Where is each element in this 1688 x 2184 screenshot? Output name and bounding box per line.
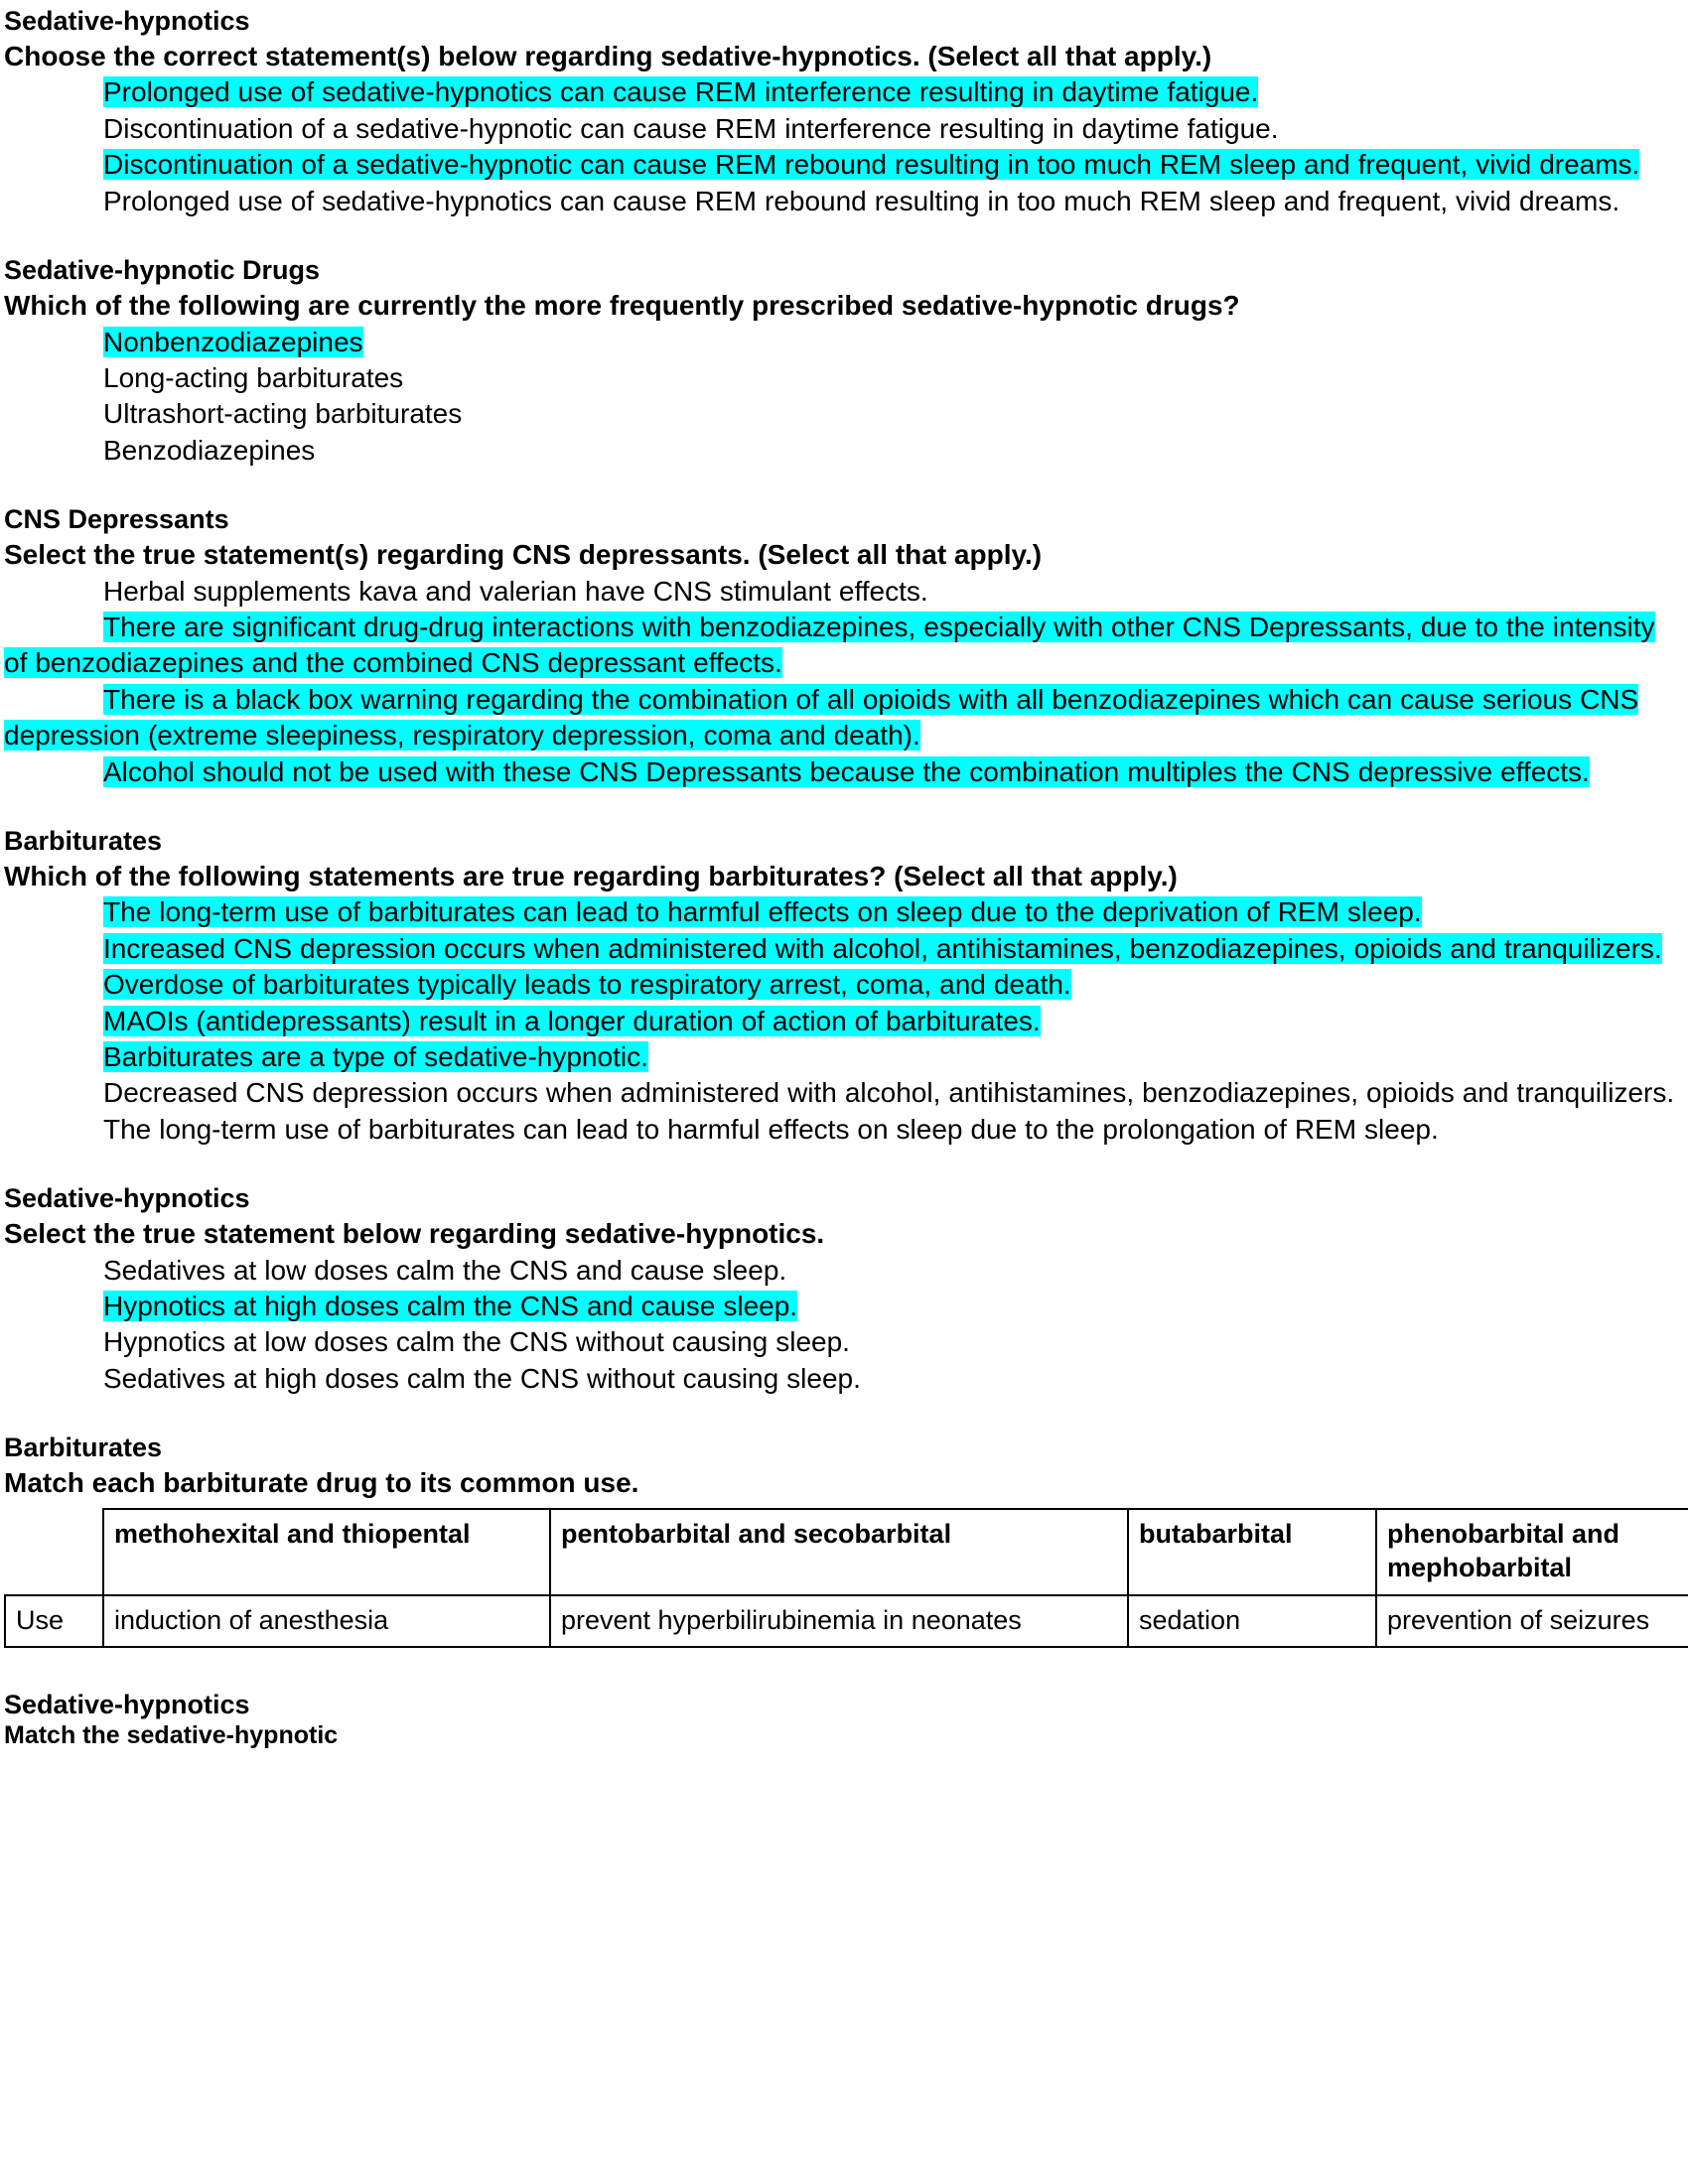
option-list: [4, 1253, 1678, 1398]
question-block: [4, 253, 1678, 469]
option-text: Overdose of barbiturates typically leads to respiratory arrest, coma, and death.: [103, 969, 1071, 1001]
option-text: Prolonged use of sedative-hypnotics can cause REM rebound resulting in too much REM sleep and frequent, vivid dreams.: [103, 185, 1620, 216]
option-item[interactable]: [4, 1112, 1678, 1148]
question-prompt: Select the true statement(s) regarding CNS depressants. (Select all that apply.): [4, 539, 1043, 571]
option-text: Sedatives at low doses calm the CNS and cause sleep.: [103, 1254, 787, 1286]
option-text: There is a black box warning regarding the combination of all opioids with all benzodiazepines which can cause serious CNS depression (extreme sleepiness, respiratory depression, coma and death).: [4, 683, 1639, 751]
option-text: Decreased CNS depression occurs when administered with alcohol, antihistamines, benzodiazepines, opioids and tranquilizers.: [103, 1077, 1675, 1109]
question-prompt: Select the true statement below regarding sedative-hypnotics.: [4, 1218, 825, 1250]
table-row: [5, 1595, 1688, 1648]
option-item[interactable]: [4, 1075, 1678, 1111]
question-prompt: Which of the following are currently the more frequently prescribed sedative-hypnotic drugs?: [4, 290, 1240, 322]
option-item[interactable]: [4, 1324, 1678, 1360]
option-item[interactable]: [4, 1361, 1678, 1397]
option-text: Herbal supplements kava and valerian have CNS stimulant effects.: [103, 575, 928, 607]
option-text: MAOIs (antidepressants) result in a longer duration of action of barbiturates.: [103, 1005, 1041, 1036]
option-item[interactable]: [4, 1004, 1678, 1039]
option-text: Sedatives at high doses calm the CNS without causing sleep.: [103, 1362, 861, 1394]
question-block: [4, 824, 1678, 1148]
matching-title: Barbiturates: [4, 1433, 163, 1463]
option-item[interactable]: [4, 360, 1678, 396]
table-header-cell: phenobarbital and mephobarbital: [1376, 1509, 1688, 1595]
option-text: Barbiturates are a type of sedative-hypnotic.: [103, 1040, 648, 1072]
option-item[interactable]: [4, 396, 1678, 432]
option-text: Discontinuation of a sedative-hypnotic can cause REM interference resulting in daytime fatigue.: [103, 112, 1279, 144]
option-item[interactable]: [4, 147, 1678, 183]
question-prompt: Which of the following statements are true regarding barbiturates? (Select all that apply.): [4, 861, 1178, 892]
option-item[interactable]: [4, 1253, 1678, 1289]
question-title: Sedative-hypnotics: [4, 1183, 250, 1214]
option-text: The long-term use of barbiturates can lead to harmful effects on sleep due to the prolongation of REM sleep.: [103, 1113, 1439, 1145]
question-title: Sedative-hypnotics: [4, 6, 250, 36]
option-text: Alcohol should not be used with these CNS Depressants because the combination multiples the CNS depressive effects.: [103, 755, 1590, 787]
table-cell[interactable]: prevent hyperbilirubinemia in neonates: [550, 1595, 1128, 1648]
option-item[interactable]: [4, 682, 1678, 754]
option-text: The long-term use of barbiturates can lead to harmful effects on sleep due to the deprivation of REM sleep.: [103, 896, 1422, 928]
question-title: Sedative-hypnotic Drugs: [4, 255, 321, 286]
question-block: [4, 502, 1678, 790]
option-text: Hypnotics at low doses calm the CNS without causing sleep.: [103, 1326, 850, 1358]
option-item[interactable]: [4, 1039, 1678, 1075]
tail-prompt: Match the sedative-hypnotic: [4, 1721, 339, 1750]
block-spacer: [4, 1397, 1678, 1431]
option-list: [4, 574, 1678, 790]
option-text: Hypnotics at high doses calm the CNS and cause sleep.: [103, 1291, 798, 1322]
table-header-cell: butabarbital: [1128, 1509, 1376, 1595]
option-text: Nonbenzodiazepines: [103, 326, 363, 357]
option-text: Discontinuation of a sedative-hypnotic can cause REM rebound resulting in too much REM sleep and frequent, vivid dreams.: [103, 149, 1640, 181]
option-text: Benzodiazepines: [103, 434, 316, 466]
option-text: Increased CNS depression occurs when administered with alcohol, antihistamines, benzodiazepines, opioids and tranquilizers.: [103, 932, 1662, 964]
block-spacer: [4, 1148, 1678, 1181]
option-text: Ultrashort-acting barbiturates: [103, 398, 463, 430]
block-spacer: [4, 219, 1678, 253]
tail-title: Sedative-hypnotics: [4, 1690, 250, 1720]
table-cell[interactable]: induction of anesthesia: [103, 1595, 550, 1648]
option-list: [4, 894, 1678, 1148]
option-item[interactable]: [4, 184, 1678, 219]
option-list: [4, 74, 1678, 219]
option-item[interactable]: [4, 610, 1678, 682]
table-header-cell: pentobarbital and secobarbital: [550, 1509, 1128, 1595]
option-list: [4, 325, 1678, 470]
option-item[interactable]: [4, 1289, 1678, 1324]
option-text: Prolonged use of sedative-hypnotics can cause REM interference resulting in daytime fatigue.: [103, 76, 1259, 108]
question-title: CNS Depressants: [4, 504, 229, 535]
question-block: [4, 4, 1678, 219]
block-spacer: [4, 790, 1678, 824]
table-header-cell: methohexital and thiopental: [103, 1509, 550, 1595]
option-item[interactable]: [4, 433, 1678, 469]
table-header-row: [5, 1509, 1688, 1595]
option-item[interactable]: [4, 931, 1678, 967]
option-item[interactable]: [4, 111, 1678, 147]
option-item[interactable]: [4, 894, 1678, 930]
matching-block: [4, 1431, 1678, 1648]
matching-table: [4, 1508, 1688, 1649]
question-prompt: Choose the correct statement(s) below regarding sedative-hypnotics. (Select all that apply.): [4, 41, 1212, 72]
option-item[interactable]: [4, 967, 1678, 1003]
table-cell[interactable]: sedation: [1128, 1595, 1376, 1648]
option-item[interactable]: [4, 574, 1678, 610]
option-item[interactable]: [4, 754, 1678, 790]
question-title: Barbiturates: [4, 825, 163, 856]
option-item[interactable]: [4, 74, 1678, 110]
row-label: Use: [5, 1595, 103, 1648]
table-corner-cell: [5, 1509, 103, 1595]
option-item[interactable]: [4, 325, 1678, 360]
option-text: Long-acting barbiturates: [103, 361, 404, 393]
question-block: [4, 1181, 1678, 1397]
tail-block: [4, 1688, 1678, 1750]
option-text: There are significant drug-drug interactions with benzodiazepines, especially with other CNS Depressants, due to the intensity of benzodiazepines and the combined CNS depressant effects.: [4, 611, 1655, 679]
matching-prompt: Match each barbiturate drug to its common use.: [4, 1467, 639, 1499]
block-spacer: [4, 469, 1678, 502]
table-cell[interactable]: prevention of seizures: [1376, 1595, 1688, 1648]
